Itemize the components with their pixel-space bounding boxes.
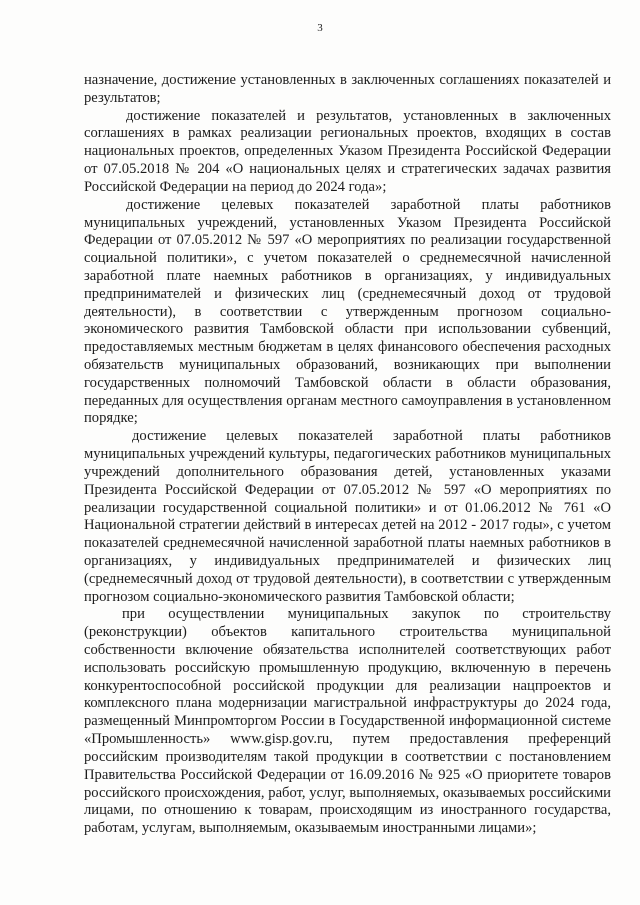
paragraph-5: при осуществлении муниципальных закупок по строительству (реконструкции) объектов капитального строительства муниципальной собственности включение обязательства исполнителей соответствующих работ использовать российскую промышленную продукцию, включенную в перечень конкурентоспособной российской продукции для реализации нацпроектов и комплексного плана модернизации магистральной инфраструктуры до 2024 года, размещенный Минпромторгом России в Государственной информационной системе «Промышленность» www.gisp.gov.ru, путем предоставления преференций российским производителям такой продукции в соответствии с постановлением Правительства Российской Федерации от 16.09.2016 № 925 «О приоритете товаров российского происхождения, работ, услуг, выполняемых, оказываемых российскими лицами, по отношению к товарам, происходящим из иностранного государства, работам, услугам, выполняемым, оказываемым иностранными лицами»; — [84, 606, 611, 837]
paragraph-2: достижение показателей и результатов, установленных в заключенных соглашениях в рамках реализации региональных проектов, входящих в состав национальных проектов, определенных Указом Президента Российской Федерации от 07.05.2018 № 204 «О национальных целях и стратегических задачах развития Российской Федерации на период до 2024 года»; — [84, 107, 611, 195]
page-number: 3 — [317, 22, 323, 34]
paragraph-1: назначение, достижение установленных в заключенных соглашениях показателей и результатов; — [84, 72, 611, 106]
document-body — [84, 72, 611, 838]
paragraph-3: достижение целевых показателей заработной платы работников муниципальных учреждений, установленных Указом Президента Российской Федерации от 07.05.2012 № 597 «О мероприятиях по реализации государственной социальной политики», с учетом показателей о среднемесячной начисленной заработной плате наемных работников в организациях, у индивидуальных предпринимателей и физических лиц (среднемесячный доход от трудовой деятельности), в соответствии с утвержденным прогнозом социально-экономического развития Тамбовской области при использовании субвенций, предоставляемых местным бюджетам в целях финансового обеспечения расходных обязательств муниципальных образований, возникающих при выполнении государственных полномочий Тамбовской области в области образования, переданных для осуществления органам местного самоуправления в установленном порядке; — [84, 196, 611, 427]
paragraph-4: достижение целевых показателей заработной платы работников муниципальных учреждений культуры, педагогических работников муниципальных учреждений дополнительного образования детей, установленных указами Президента Российской Федерации от 07.05.2012 № 597 «О мероприятиях по реализации государственной социальной политики» и от 01.06.2012 № 761 «О Национальной стратегии действий в интересах детей на 2012 - 2017 годы», с учетом показателей среднемесячной начисленной заработной платы наемных работников в организациях, у индивидуальных предпринимателей и физических лиц (среднемесячный доход от трудовой деятельности), в соответствии с утвержденным прогнозом социально-экономического развития Тамбовской области; — [84, 428, 611, 605]
